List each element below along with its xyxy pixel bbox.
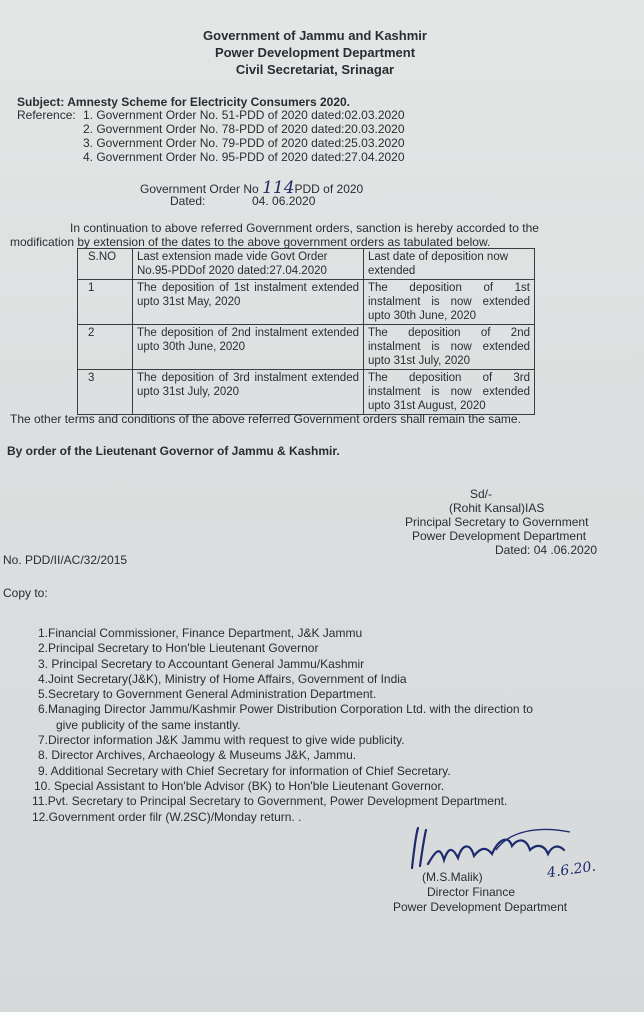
intro-line-1: In continuation to above referred Government orders, sanction is hereby accorded to the — [70, 221, 539, 235]
reference-item: 4. Government Order No. 95-PDD of 2020 dated:27.04.2020 — [83, 150, 405, 164]
signature-sd: Sd/- — [470, 487, 493, 501]
table-header-row — [78, 249, 535, 280]
extension-table — [77, 248, 535, 415]
table-row — [78, 325, 535, 370]
list-item: 11.Pvt. Secretary to Principal Secretary to Government, Power Development Department. — [32, 794, 508, 809]
table-header-sno: S.NO — [78, 249, 133, 280]
list-item: 2.Principal Secretary to Hon'ble Lieutenant Governor — [38, 641, 319, 656]
list-item: 8. Director Archives, Archaeology & Museums J&K, Jammu. — [38, 748, 357, 763]
header-location: Civil Secretariat, Srinagar — [235, 62, 395, 77]
list-item: give publicity of the same instantly. — [56, 717, 241, 732]
order-dated-value: 04. 06.2020 — [252, 194, 316, 208]
reference-item: 3. Government Order No. 79-PDD of 2020 dated:25.03.2020 — [83, 136, 405, 150]
signer-name: (M.S.Malik) — [422, 870, 483, 884]
list-item: 3. Principal Secretary to Accountant General Jammu/Kashmir — [38, 656, 365, 671]
table-cell-previous: The deposition of 3rd instalment extended upto 31st July, 2020 — [133, 370, 364, 415]
subject-line: Subject: Amnesty Scheme for Electricity Consumers 2020. — [17, 95, 351, 109]
copy-list — [32, 626, 533, 825]
intro-line-2: modification by extension of the dates to the above government orders as tabulated below. — [10, 235, 491, 249]
signatory-department: Power Development Department — [412, 529, 587, 543]
signatory-dated: Dated: 04 .06.2020 — [495, 543, 598, 557]
list-item: 6.Managing Director Jammu/Kashmir Power Distribution Corporation Ltd. with the direction to — [38, 702, 533, 717]
list-item: 1.Financial Commissioner, Finance Department, J&K Jammu — [38, 626, 363, 640]
header-department: Power Development Department — [214, 45, 416, 60]
table-cell-new: The deposition of 2nd instalment is now extended upto 31st July, 2020 — [364, 325, 535, 370]
signer-title: Director Finance — [427, 885, 516, 899]
reference-list — [83, 108, 405, 164]
order-suffix: PDD of 2020 — [294, 182, 364, 196]
order-prefix: Government Order No — [140, 182, 259, 196]
list-item: 12.Government order filr (W.2SC)/Monday return. . — [32, 809, 302, 824]
signatory-title: Principal Secretary to Government — [405, 515, 589, 529]
signer-department: Power Development Department — [393, 900, 568, 914]
header-government: Government of Jammu and Kashmir — [203, 28, 427, 43]
reference-item: 2. Government Order No. 78-PDD of 2020 dated:20.03.2020 — [83, 122, 405, 136]
list-item: 10. Special Assistant to Hon'ble Advisor (BK) to Hon'ble Lieutenant Governor. — [34, 778, 445, 793]
file-number: No. PDD/II/AC/32/2015 — [3, 553, 128, 567]
table-cell-new: The deposition of 3rd instalment is now extended upto 31st August, 2020 — [364, 370, 535, 415]
table-cell-previous: The deposition of 1st instalment extended upto 31st May, 2020 — [133, 280, 364, 325]
reference-label: Reference: — [17, 108, 76, 122]
reference-item: 1. Government Order No. 51-PDD of 2020 dated:02.03.2020 — [83, 108, 405, 122]
list-item: 4.Joint Secretary(J&K), Ministry of Home Affairs, Government of India — [38, 671, 407, 686]
table-header-last-extension: Last extension made vide Govt Order No.95-PDDof 2020 dated:27.04.2020 — [133, 249, 364, 280]
other-terms-text: The other terms and conditions of the above referred Government orders shall remain the same. — [10, 412, 521, 426]
table-cell-sno: 2 — [78, 325, 133, 370]
signatory-name: (Rohit Kansal)IAS — [449, 501, 545, 515]
table-cell-previous: The deposition of 2nd instalment extended upto 30th June, 2020 — [133, 325, 364, 370]
order-dated-label: Dated: — [170, 194, 206, 208]
handwritten-date: 4.6.20. — [546, 858, 597, 882]
by-order-text: By order of the Lieutenant Governor of Jammu & Kashmir. — [7, 444, 340, 458]
list-item: 5.Secretary to Government General Administration Department. — [38, 687, 377, 702]
table-header-now-extended: Last date of deposition now extended — [364, 249, 535, 280]
copy-to-label: Copy to: — [3, 586, 48, 600]
table-row — [78, 280, 535, 325]
table-cell-sno: 3 — [78, 370, 133, 415]
table-cell-sno: 1 — [78, 280, 133, 325]
list-item: 9. Additional Secretary with Chief Secretary for information of Chief Secretary. — [38, 763, 451, 778]
list-item: 7.Director information J&K Jammu with request to give wide publicity. — [38, 733, 405, 748]
table-row — [78, 370, 535, 415]
order-number-handwritten: 114 — [262, 178, 295, 198]
table-cell-new: The deposition of 1st instalment is now extended upto 30th June, 2020 — [364, 280, 535, 325]
